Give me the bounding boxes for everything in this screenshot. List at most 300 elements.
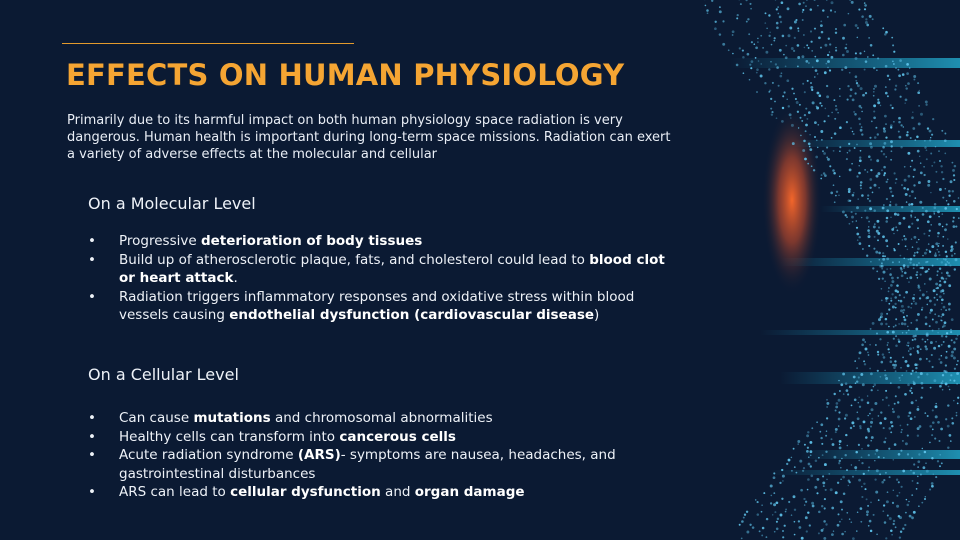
- helix-dot: [849, 95, 851, 97]
- helix-dot: [928, 243, 930, 245]
- helix-dot: [838, 425, 839, 426]
- helix-dot: [838, 399, 841, 402]
- helix-dot: [870, 502, 872, 504]
- helix-dot: [870, 261, 872, 263]
- helix-dot: [793, 50, 795, 52]
- helix-dot: [885, 377, 888, 380]
- helix-dot: [916, 271, 918, 273]
- helix-dot: [931, 457, 933, 459]
- helix-dot: [805, 5, 807, 7]
- helix-dot: [868, 466, 870, 468]
- helix-dot: [905, 87, 907, 89]
- helix-dot: [897, 277, 899, 279]
- helix-dot: [749, 3, 751, 5]
- helix-dot: [907, 188, 909, 190]
- helix-dot: [950, 180, 953, 183]
- helix-dot: [821, 505, 823, 507]
- helix-dot: [816, 140, 818, 142]
- helix-dot: [914, 252, 916, 254]
- helix-dot: [957, 397, 959, 399]
- helix-dot: [944, 139, 947, 142]
- helix-dot: [802, 11, 804, 13]
- helix-dot: [818, 511, 821, 514]
- helix-dot: [910, 137, 912, 139]
- helix-dot: [863, 360, 865, 362]
- helix-dot: [868, 221, 870, 223]
- helix-dot: [900, 425, 902, 427]
- helix-dot: [857, 27, 859, 29]
- helix-dot: [926, 149, 928, 151]
- helix-dot: [915, 302, 918, 305]
- helix-dot: [948, 190, 951, 193]
- helix-dot: [835, 47, 836, 48]
- helix-dot: [858, 397, 860, 399]
- helix-dot: [950, 249, 953, 252]
- helix-dot: [920, 162, 922, 164]
- helix-dot: [903, 267, 905, 269]
- helix-dot: [875, 127, 877, 129]
- helix-dot: [864, 169, 866, 171]
- helix-dot: [935, 283, 938, 286]
- helix-dot: [886, 209, 889, 212]
- helix-dot: [870, 159, 872, 161]
- helix-dot: [891, 277, 894, 280]
- helix-dot: [863, 420, 866, 423]
- helix-dot: [925, 462, 927, 464]
- helix-dot: [916, 136, 919, 139]
- helix-dot: [876, 469, 879, 472]
- helix-dot: [928, 235, 930, 237]
- helix-dot: [819, 431, 821, 433]
- helix-dot: [955, 258, 958, 261]
- helix-dot: [938, 223, 941, 226]
- helix-dot: [916, 251, 918, 253]
- helix-dot: [755, 46, 758, 49]
- helix-dot: [776, 501, 779, 504]
- helix-dot: [920, 473, 922, 475]
- helix-dot: [833, 393, 835, 395]
- helix-dot: [801, 55, 804, 58]
- helix-dot: [926, 334, 929, 337]
- helix-dot: [867, 505, 869, 507]
- helix-dot: [932, 366, 934, 368]
- helix-dot: [907, 435, 909, 437]
- helix-dot: [890, 201, 892, 203]
- light-streak: [760, 330, 960, 335]
- helix-dot: [869, 520, 872, 523]
- helix-dot: [711, 0, 713, 2]
- helix-dot: [924, 498, 926, 500]
- helix-dot: [851, 211, 853, 213]
- helix-dot: [938, 315, 940, 317]
- helix-dot: [881, 262, 883, 264]
- helix-dot: [907, 342, 910, 345]
- helix-dot: [956, 372, 959, 375]
- helix-dot: [911, 303, 913, 305]
- helix-dot: [807, 163, 809, 165]
- helix-dot: [956, 412, 958, 414]
- helix-dot: [907, 383, 910, 386]
- helix-dot: [757, 501, 759, 503]
- helix-dot: [906, 315, 908, 317]
- helix-dot: [846, 216, 848, 218]
- helix-dot: [942, 178, 944, 180]
- helix-dot: [917, 476, 919, 478]
- helix-dot: [883, 441, 886, 444]
- helix-dot: [949, 389, 951, 391]
- helix-dot: [899, 492, 901, 494]
- helix-dot: [929, 300, 932, 303]
- helix-dot: [909, 390, 911, 392]
- helix-dot: [948, 303, 951, 306]
- helix-dot: [909, 515, 912, 518]
- helix-dot: [817, 147, 819, 149]
- helix-dot: [870, 530, 873, 533]
- helix-dot: [722, 43, 725, 46]
- helix-dot: [904, 102, 906, 104]
- helix-dot: [899, 294, 901, 296]
- helix-dot: [920, 348, 922, 350]
- helix-dot: [930, 387, 932, 389]
- helix-dot: [794, 21, 797, 24]
- helix-dot: [867, 395, 869, 397]
- helix-dot: [856, 380, 858, 382]
- helix-dot: [930, 341, 933, 344]
- helix-dot: [951, 417, 953, 419]
- helix-dot: [883, 457, 885, 459]
- helix-dot: [910, 307, 912, 309]
- helix-dot: [737, 14, 739, 16]
- helix-dot: [921, 267, 924, 270]
- helix-dot: [888, 404, 890, 406]
- helix-dot: [834, 132, 837, 135]
- helix-dot: [824, 498, 826, 500]
- helix-dot: [875, 449, 878, 452]
- helix-dot: [779, 75, 782, 78]
- helix-dot: [776, 66, 779, 69]
- helix-dot: [869, 368, 871, 370]
- helix-dot: [893, 366, 896, 369]
- helix-dot: [832, 169, 835, 172]
- helix-dot: [933, 474, 934, 475]
- helix-dot: [953, 357, 956, 360]
- helix-dot: [829, 69, 831, 71]
- helix-dot: [779, 49, 782, 52]
- helix-dot: [901, 271, 903, 273]
- helix-dot: [873, 104, 876, 107]
- helix-dot: [898, 453, 901, 456]
- helix-dot: [864, 488, 866, 490]
- helix-dot: [927, 127, 929, 129]
- helix-dot: [877, 370, 879, 372]
- helix-dot: [893, 121, 895, 123]
- helix-dot: [812, 505, 815, 508]
- helix-dot: [804, 47, 806, 49]
- helix-dot: [857, 239, 859, 241]
- helix-dot: [927, 220, 930, 223]
- helix-dot: [917, 91, 920, 94]
- helix-dot: [921, 502, 923, 504]
- helix-dot: [902, 332, 904, 334]
- helix-dot: [934, 313, 936, 315]
- helix-dot: [768, 91, 770, 93]
- helix-dot: [892, 502, 894, 504]
- helix-dot: [741, 520, 744, 523]
- helix-dot: [901, 322, 904, 325]
- helix-dot: [803, 467, 805, 469]
- helix-dot: [813, 169, 815, 171]
- helix-dot: [876, 159, 879, 162]
- helix-dot: [944, 133, 946, 135]
- helix-dot: [861, 15, 864, 18]
- helix-dot: [895, 318, 897, 320]
- helix-dot: [863, 473, 865, 475]
- helix-dot: [923, 233, 925, 235]
- helix-dot: [937, 232, 940, 235]
- helix-dot: [895, 370, 897, 372]
- helix-dot: [890, 268, 892, 270]
- helix-dot: [804, 504, 805, 505]
- helix-dot: [933, 289, 936, 292]
- helix-dot: [909, 347, 912, 350]
- helix-dot: [852, 476, 854, 478]
- helix-dot: [913, 382, 916, 385]
- helix-dot: [920, 172, 923, 175]
- helix-dot: [864, 341, 866, 343]
- helix-dot: [902, 239, 904, 241]
- helix-dot: [706, 9, 709, 12]
- helix-dot: [900, 268, 902, 270]
- helix-dot: [860, 521, 862, 523]
- helix-dot: [705, 5, 707, 7]
- helix-dot: [811, 165, 813, 167]
- helix-dot: [770, 502, 772, 504]
- helix-dot: [814, 136, 816, 138]
- helix-dot: [943, 293, 945, 295]
- helix-dot: [797, 27, 799, 29]
- helix-dot: [793, 495, 796, 498]
- helix-dot: [926, 296, 929, 299]
- helix-dot: [939, 188, 942, 191]
- helix-dot: [810, 450, 813, 453]
- helix-dot: [843, 24, 846, 27]
- helix-dot: [827, 16, 829, 18]
- helix-dot: [765, 536, 767, 538]
- helix-dot: [884, 521, 887, 524]
- helix-dot: [911, 494, 913, 496]
- helix-dot: [891, 293, 893, 295]
- helix-dot: [766, 518, 768, 520]
- helix-dot: [934, 438, 936, 440]
- helix-dot: [805, 130, 807, 132]
- helix-dot: [932, 118, 934, 120]
- helix-dot: [788, 34, 791, 37]
- helix-dot: [951, 318, 954, 321]
- helix-dot: [821, 529, 824, 532]
- helix-dot: [911, 238, 913, 240]
- helix-dot: [890, 297, 891, 298]
- helix-dot: [859, 159, 862, 162]
- helix-dot: [816, 59, 819, 62]
- helix-dot: [791, 470, 793, 472]
- helix-dot: [931, 134, 933, 136]
- helix-dot: [847, 85, 849, 87]
- helix-dot: [957, 403, 959, 405]
- helix-dot: [911, 516, 914, 519]
- helix-dot: [816, 107, 819, 110]
- helix-dot: [872, 322, 875, 325]
- helix-dot: [941, 261, 943, 263]
- light-streak: [770, 470, 960, 475]
- helix-dot: [929, 215, 932, 218]
- helix-dot: [842, 210, 845, 213]
- helix-dot: [893, 63, 895, 65]
- helix-dot: [828, 115, 830, 117]
- helix-dot: [926, 470, 929, 473]
- helix-dot: [776, 22, 779, 25]
- helix-dot: [882, 277, 884, 279]
- helix-dot: [812, 101, 815, 104]
- helix-dot: [881, 481, 884, 484]
- helix-dot: [874, 402, 877, 405]
- helix-dot: [867, 229, 870, 232]
- helix-dot: [941, 303, 943, 305]
- light-streak: [780, 372, 960, 384]
- helix-dot: [906, 63, 909, 66]
- section-heading-cellular: On a Cellular Level: [88, 365, 239, 384]
- helix-dot: [770, 61, 772, 63]
- helix-dot: [855, 382, 857, 384]
- helix-dot: [768, 35, 770, 37]
- helix-dot: [810, 474, 813, 477]
- helix-dot: [776, 26, 779, 29]
- helix-dot: [861, 456, 863, 458]
- helix-dot: [875, 344, 877, 346]
- helix-dot: [950, 329, 952, 331]
- helix-dot: [913, 511, 916, 514]
- helix-dot: [855, 52, 857, 54]
- helix-dot: [852, 194, 855, 197]
- helix-dot: [824, 174, 827, 177]
- helix-dot: [766, 28, 767, 29]
- helix-dot: [804, 444, 806, 446]
- helix-dot: [845, 47, 847, 49]
- helix-dot: [903, 258, 904, 259]
- helix-dot: [892, 408, 894, 410]
- helix-dot: [898, 222, 901, 225]
- helix-dot: [918, 262, 920, 264]
- bullet-marker: •: [88, 428, 96, 445]
- helix-dot: [894, 364, 897, 367]
- helix-dot: [932, 421, 935, 424]
- helix-dot: [926, 358, 928, 360]
- helix-dot: [877, 101, 880, 104]
- helix-dot: [908, 281, 910, 283]
- helix-dot: [839, 95, 840, 96]
- helix-dot: [826, 406, 827, 407]
- helix-dot: [953, 179, 955, 181]
- helix-dot: [800, 135, 802, 137]
- helix-dot: [860, 150, 862, 152]
- helix-dot: [917, 82, 919, 84]
- helix-dot: [910, 417, 913, 420]
- helix-dot: [883, 130, 886, 133]
- helix-dot: [839, 390, 841, 392]
- helix-dot: [945, 382, 948, 385]
- helix-dot: [772, 82, 774, 84]
- helix-dot: [914, 217, 915, 218]
- helix-dot: [891, 534, 893, 536]
- helix-dot: [883, 153, 885, 155]
- helix-dot: [917, 466, 918, 467]
- helix-dot: [937, 460, 939, 462]
- helix-dot: [888, 309, 890, 311]
- helix-dot: [881, 300, 883, 302]
- helix-dot: [887, 297, 889, 299]
- helix-dot: [748, 33, 750, 35]
- helix-dot: [926, 373, 928, 375]
- helix-dot: [897, 290, 900, 293]
- bullet-item: • Build up of atherosclerotic plaque, fats, and cholesterol could lead to blood clot or heart attack.: [88, 251, 665, 286]
- helix-dot: [935, 171, 937, 173]
- helix-dot: [947, 425, 950, 428]
- helix-dot: [946, 272, 949, 275]
- helix-dot: [950, 374, 952, 376]
- helix-dot: [872, 267, 874, 269]
- helix-dot: [795, 98, 797, 100]
- helix-dot: [880, 411, 882, 413]
- helix-dot: [874, 236, 876, 238]
- helix-dot: [843, 492, 846, 495]
- helix-dot: [936, 249, 938, 251]
- helix-dot: [854, 113, 857, 116]
- helix-dot: [885, 136, 887, 138]
- helix-dot: [761, 534, 763, 536]
- helix-dot: [756, 91, 758, 93]
- helix-dot: [817, 73, 819, 75]
- helix-dot: [821, 31, 824, 34]
- helix-dot: [941, 272, 943, 274]
- helix-dot: [890, 140, 893, 143]
- helix-dot: [807, 511, 809, 513]
- intro-paragraph: Primarily due to its harmful impact on both human physiology space radiation is very dangerous. Human health is important during long-term space missions. Radiation can exert a variety of adverse effects at the molecular and cellular: [67, 113, 671, 162]
- helix-dot: [939, 284, 942, 287]
- helix-dot: [794, 534, 796, 536]
- helix-dot: [903, 126, 904, 127]
- helix-dot: [858, 236, 860, 238]
- helix-dot: [924, 451, 927, 454]
- helix-dot: [740, 3, 742, 5]
- helix-dot: [888, 448, 890, 450]
- helix-dot: [910, 470, 912, 472]
- helix-dot: [782, 35, 785, 38]
- helix-dot: [747, 53, 750, 56]
- helix-dot: [906, 201, 908, 203]
- helix-dot: [794, 509, 796, 511]
- helix-dot: [917, 150, 920, 153]
- helix-dot: [791, 457, 793, 459]
- helix-dot: [861, 111, 862, 112]
- helix-dot: [925, 210, 928, 213]
- helix-dot: [908, 415, 910, 417]
- helix-dot: [859, 123, 861, 125]
- helix-dot: [907, 152, 910, 155]
- helix-dot: [937, 270, 939, 272]
- helix-dot: [941, 344, 943, 346]
- helix-dot: [785, 66, 787, 68]
- helix-dot: [939, 385, 942, 388]
- helix-dot: [853, 192, 855, 194]
